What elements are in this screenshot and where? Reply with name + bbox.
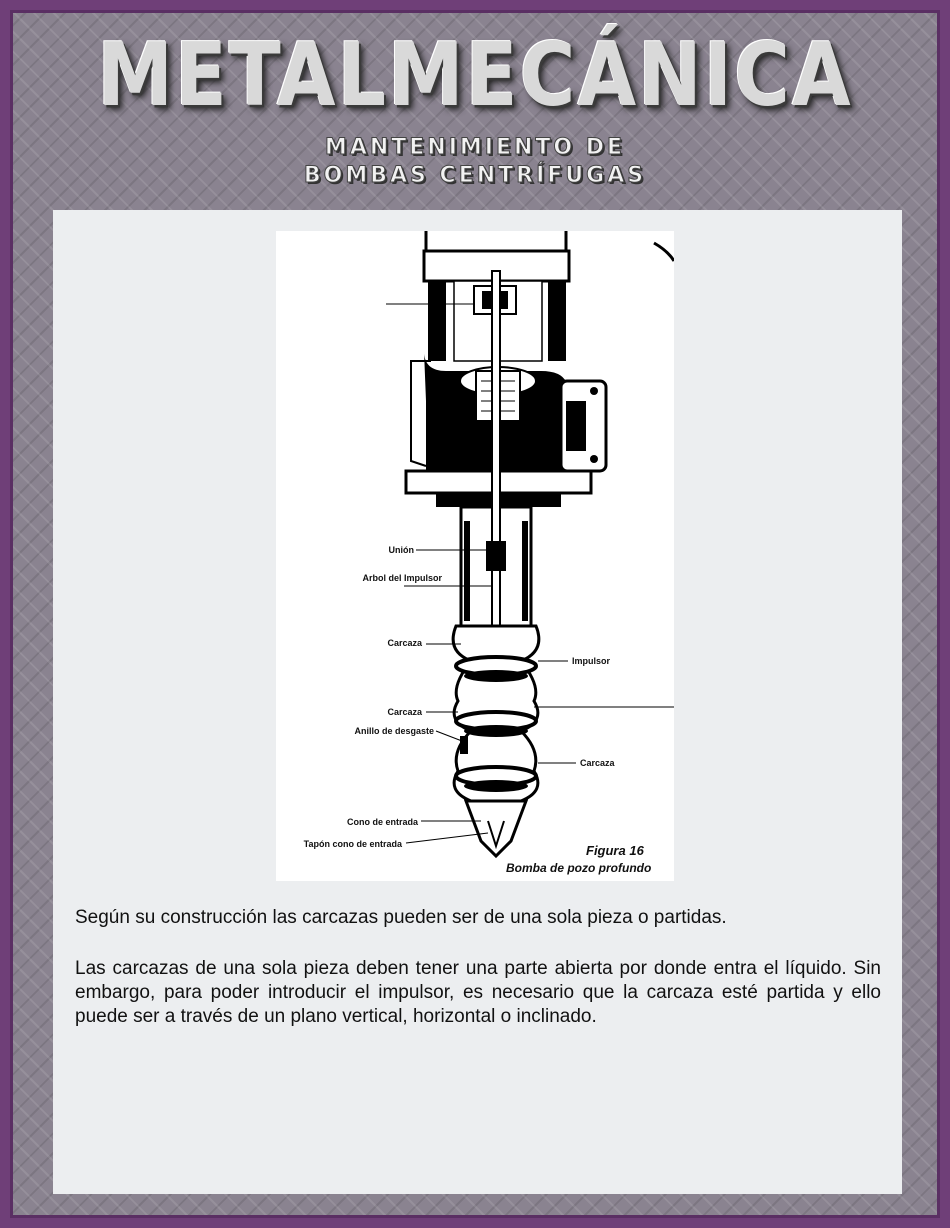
- label-carcaza-1: Carcaza: [387, 638, 422, 648]
- label-cono-entrada: Cono de entrada: [346, 817, 418, 827]
- label-union: Unión: [388, 545, 414, 555]
- paragraph-construction: Según su construcción las carcazas pueden ser de una sola pieza o partidas.: [75, 907, 727, 928]
- label-arbol-impulsor: Arbol del Impulsor: [362, 573, 442, 583]
- label-carcaza-2: Carcaza: [387, 707, 422, 717]
- label-anillo-desgaste: Anillo de desgaste: [354, 726, 434, 736]
- content-panel: [53, 210, 902, 1194]
- label-tapon-cono: Tapón cono de entrada: [303, 839, 402, 849]
- page-title: METALMECÁNICA: [97, 23, 853, 126]
- page-subtitle-line1: MANTENIMIENTO DE: [324, 135, 626, 160]
- label-carcaza-3: Carcaza: [580, 758, 615, 768]
- paragraph-one-piece-casing: Las carcazas de una sola pieza deben tener una parte abierta por donde entra el líquido. Sin embargo, para poder introducir el impulsor, es necesario que la carcaza esté partida y ello puede ser a través de un plano vertical, horizontal o inclinado.: [75, 958, 881, 1027]
- page-subtitle-line2: BOMBAS CENTRÍFUGAS: [303, 163, 647, 188]
- figure-caption: Bomba de pozo profundo: [506, 861, 652, 875]
- pump-figure: [276, 231, 674, 881]
- deep-well-pump-illustration: [276, 231, 674, 881]
- label-impulsor: Impulsor: [572, 656, 611, 666]
- figure-number: Figura 16: [586, 843, 644, 858]
